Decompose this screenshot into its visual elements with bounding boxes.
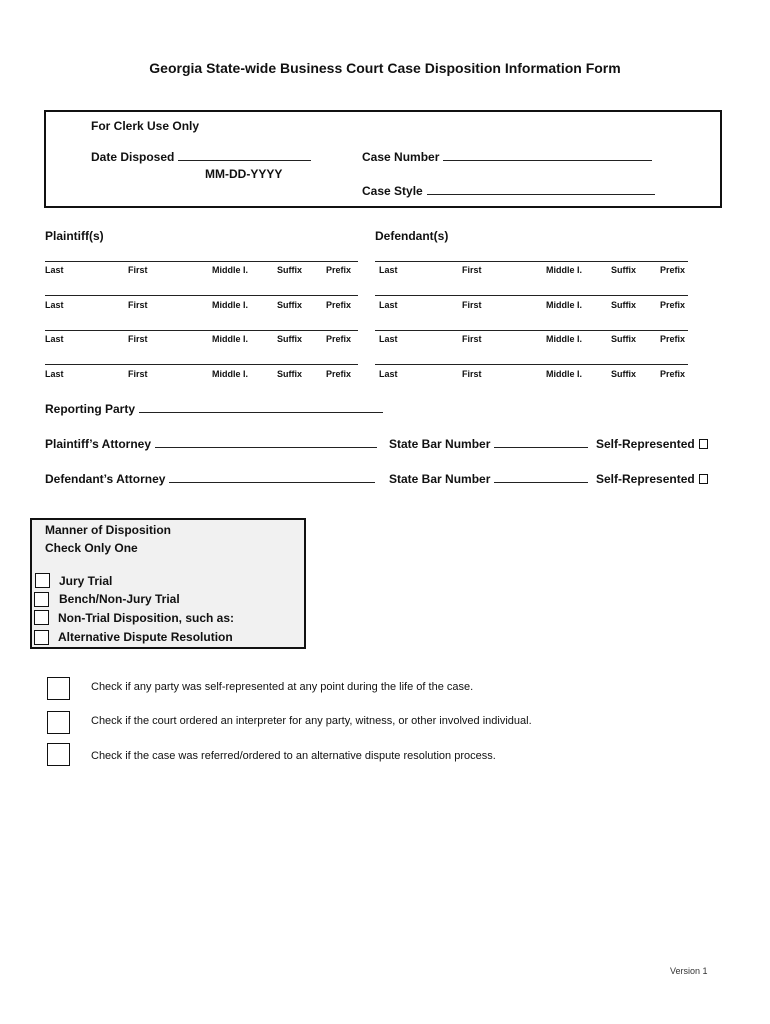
defendant-prefix-label: Prefix bbox=[660, 265, 686, 275]
plaintiff-suffix-label: Suffix bbox=[277, 369, 303, 379]
plaintiff-suffix-label: Suffix bbox=[277, 334, 303, 344]
defendant-last-label: Last bbox=[379, 334, 398, 344]
defendant-last-label: Last bbox=[379, 300, 398, 310]
defendant-attorney-label: Defendant’s Attorney bbox=[45, 472, 166, 486]
defendant-attorney-field[interactable] bbox=[45, 472, 375, 486]
defendant-prefix-label: Prefix bbox=[660, 334, 686, 344]
defendant-first-label: First bbox=[462, 300, 482, 310]
defendant-suffix-label: Suffix bbox=[611, 265, 637, 275]
plaintiff-middle-label: Middle I. bbox=[212, 265, 248, 275]
case-style-field[interactable] bbox=[362, 184, 655, 198]
adr-label: Alternative Dispute Resolution bbox=[58, 630, 233, 644]
defendants-heading: Defendant(s) bbox=[375, 229, 449, 243]
plaintiff-name-line[interactable] bbox=[45, 295, 358, 296]
defendant-first-label: First bbox=[462, 265, 482, 275]
date-disposed-line[interactable] bbox=[178, 160, 311, 161]
plaintiff-last-label: Last bbox=[45, 300, 64, 310]
non-trial-disposition-label: Non-Trial Disposition, such as: bbox=[58, 611, 235, 625]
defendant-middle-label: Middle I. bbox=[546, 369, 582, 379]
plaintiff-last-label: Last bbox=[45, 265, 64, 275]
interpreter-check-label: Check if the court ordered an interpreter for any party, witness, or other involved individual. bbox=[91, 715, 532, 727]
bench-trial-checkbox[interactable] bbox=[34, 592, 49, 607]
reporting-party-label: Reporting Party bbox=[45, 402, 136, 416]
plaintiff-middle-label: Middle I. bbox=[212, 334, 248, 344]
clerk-heading: For Clerk Use Only bbox=[91, 119, 200, 133]
plaintiff-self-represented-checkbox[interactable] bbox=[699, 439, 708, 449]
non-trial-disposition-checkbox[interactable] bbox=[34, 610, 49, 625]
manner-heading: Manner of Disposition bbox=[45, 523, 171, 537]
plaintiff-prefix-label: Prefix bbox=[326, 300, 352, 310]
adr-checkbox[interactable] bbox=[34, 630, 49, 645]
plaintiff-attorney-label: Plaintiff’s Attorney bbox=[45, 437, 152, 451]
plaintiff-prefix-label: Prefix bbox=[326, 334, 352, 344]
jury-trial-label: Jury Trial bbox=[59, 574, 113, 588]
self-represented-check-checkbox[interactable] bbox=[47, 677, 70, 700]
date-disposed-field[interactable] bbox=[91, 150, 311, 164]
defendant-prefix-label: Prefix bbox=[660, 369, 686, 379]
plaintiff-last-label: Last bbox=[45, 369, 64, 379]
defendant-name-line[interactable] bbox=[375, 330, 688, 331]
jury-trial-checkbox[interactable] bbox=[35, 573, 50, 588]
plaintiff-self-represented[interactable] bbox=[596, 437, 708, 451]
defendant-name-line[interactable] bbox=[375, 295, 688, 296]
plaintiff-suffix-label: Suffix bbox=[277, 300, 303, 310]
case-style-line[interactable] bbox=[427, 194, 655, 195]
plaintiff-prefix-label: Prefix bbox=[326, 369, 352, 379]
defendant-suffix-label: Suffix bbox=[611, 369, 637, 379]
date-disposed-label: Date Disposed bbox=[91, 150, 175, 164]
defendant-suffix-label: Suffix bbox=[611, 300, 637, 310]
defendant-attorney-line[interactable] bbox=[169, 482, 375, 483]
plaintiff-name-line[interactable] bbox=[45, 364, 358, 365]
case-style-label: Case Style bbox=[362, 184, 423, 198]
plaintiff-attorney-line[interactable] bbox=[155, 447, 377, 448]
defendant-self-represented[interactable] bbox=[596, 472, 708, 486]
plaintiff-attorney-field[interactable] bbox=[45, 437, 377, 451]
plaintiffs-heading: Plaintiff(s) bbox=[45, 229, 104, 243]
defendant-name-line[interactable] bbox=[375, 261, 688, 262]
bench-trial-label: Bench/Non-Jury Trial bbox=[59, 592, 180, 606]
plaintiff-name-line[interactable] bbox=[45, 330, 358, 331]
defendant-middle-label: Middle I. bbox=[546, 300, 582, 310]
plaintiff-suffix-label: Suffix bbox=[277, 265, 303, 275]
defendant-name-line[interactable] bbox=[375, 364, 688, 365]
plaintiff-middle-label: Middle I. bbox=[212, 300, 248, 310]
adr-referral-check-label: Check if the case was referred/ordered to an alternative dispute resolution process. bbox=[91, 750, 496, 762]
plaintiff-name-line[interactable] bbox=[45, 261, 358, 262]
plaintiff-bar-number-field[interactable] bbox=[389, 437, 588, 451]
self-represented-check-label: Check if any party was self-represented at any point during the life of the case. bbox=[91, 681, 474, 693]
reporting-party-field[interactable] bbox=[45, 402, 383, 416]
defendant-prefix-label: Prefix bbox=[660, 300, 686, 310]
case-number-line[interactable] bbox=[443, 160, 652, 161]
form-title: Georgia State-wide Business Court Case Disposition Information Form bbox=[149, 60, 621, 76]
plaintiff-first-label: First bbox=[128, 300, 148, 310]
adr-referral-check-checkbox[interactable] bbox=[47, 743, 70, 766]
plaintiff-first-label: First bbox=[128, 369, 148, 379]
defendant-suffix-label: Suffix bbox=[611, 334, 637, 344]
interpreter-check-checkbox[interactable] bbox=[47, 711, 70, 734]
defendant-self-represented-checkbox[interactable] bbox=[699, 474, 708, 484]
plaintiff-prefix-label: Prefix bbox=[326, 265, 352, 275]
plaintiff-middle-label: Middle I. bbox=[212, 369, 248, 379]
defendant-first-label: First bbox=[462, 369, 482, 379]
defendant-first-label: First bbox=[462, 334, 482, 344]
plaintiff-bar-number-line[interactable] bbox=[494, 447, 588, 448]
plaintiff-self-represented-label: Self-Represented bbox=[596, 437, 695, 451]
defendant-middle-label: Middle I. bbox=[546, 265, 582, 275]
defendant-last-label: Last bbox=[379, 265, 398, 275]
case-number-field[interactable] bbox=[362, 150, 652, 164]
defendant-middle-label: Middle I. bbox=[546, 334, 582, 344]
plaintiff-first-label: First bbox=[128, 334, 148, 344]
defendant-bar-number-line[interactable] bbox=[494, 482, 588, 483]
version-label: Version 1 bbox=[670, 966, 708, 976]
plaintiff-first-label: First bbox=[128, 265, 148, 275]
plaintiff-bar-number-label: State Bar Number bbox=[389, 437, 491, 451]
manner-subheading: Check Only One bbox=[45, 541, 138, 555]
date-format-hint: MM-DD-YYYY bbox=[205, 167, 283, 181]
defendant-self-represented-label: Self-Represented bbox=[596, 472, 695, 486]
defendant-bar-number-label: State Bar Number bbox=[389, 472, 491, 486]
reporting-party-line[interactable] bbox=[139, 412, 383, 413]
case-number-label: Case Number bbox=[362, 150, 440, 164]
defendant-bar-number-field[interactable] bbox=[389, 472, 588, 486]
plaintiff-last-label: Last bbox=[45, 334, 64, 344]
defendant-last-label: Last bbox=[379, 369, 398, 379]
